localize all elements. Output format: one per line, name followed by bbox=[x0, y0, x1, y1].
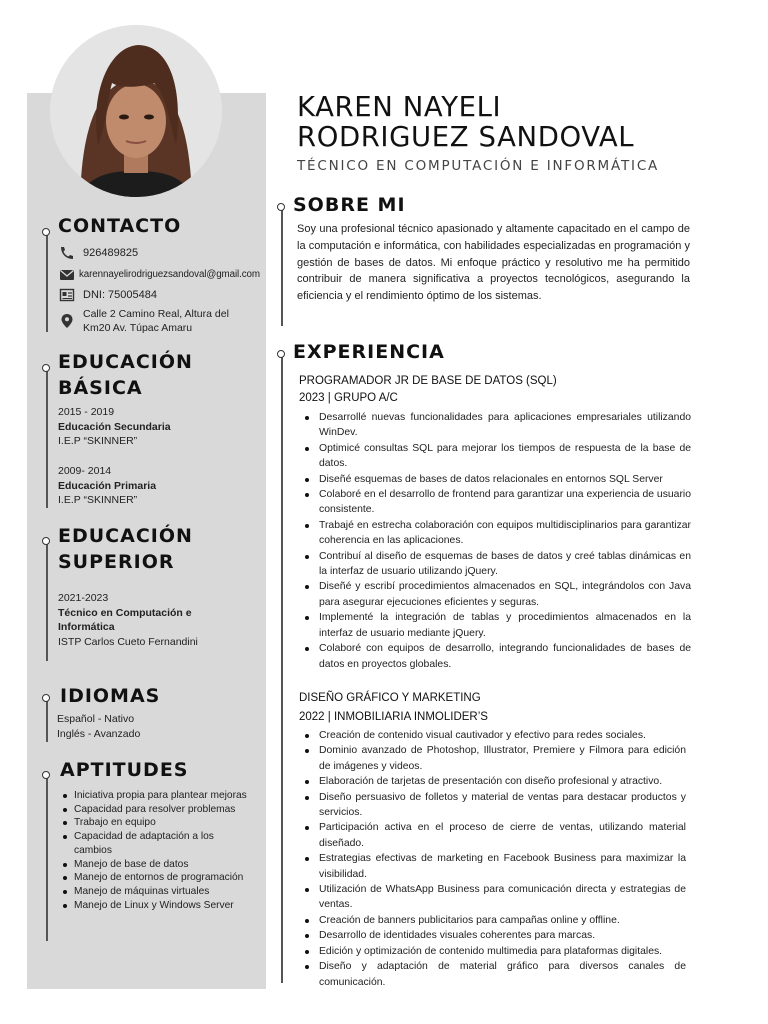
job-bullet: Participación activa en el proceso de cierre de ventas, utilizando material diseñado. bbox=[299, 820, 686, 851]
address-line-1: Calle 2 Camino Real, Altura del bbox=[83, 308, 229, 320]
job-bullet: Diseño persuasivo de folletos y material de ventas para destacar productos y servicios. bbox=[299, 790, 686, 821]
edu-degree-line-2: Informática bbox=[58, 621, 115, 633]
idiomas-list bbox=[57, 712, 140, 741]
sobre-mi-section-title: SOBRE MI bbox=[293, 194, 406, 216]
job-bullet: Estrategias efectivas de marketing en Facebook Business para maximizar la visibilidad. bbox=[299, 851, 686, 882]
edu-basica-entry bbox=[58, 464, 156, 508]
job-period: 2023 | GRUPO A/C bbox=[299, 392, 398, 404]
idiomas-section-title: IDIOMAS bbox=[60, 685, 161, 707]
id-card-icon bbox=[58, 288, 76, 302]
job-bullet: Diseñé y escribí procedimientos almacenados en SQL, integrándolos con Java para asegurar ejecuciones eficientes y seguras. bbox=[299, 579, 691, 610]
language-item: Inglés - Avanzado bbox=[57, 727, 141, 740]
job-bullet: Contribuí al diseño de esquemas de bases de datos y creé tablas dinámicas en la interfaz de usuario utilizando jQuery. bbox=[299, 549, 691, 580]
job-bullets bbox=[299, 410, 691, 672]
job-bullet: Colaboré en el desarrollo de frontend para garantizar una experiencia de usuario consistente. bbox=[299, 487, 691, 518]
email-row bbox=[58, 268, 260, 283]
edu-school: ISTP Carlos Cueto Fernandini bbox=[58, 635, 198, 648]
phone-icon bbox=[58, 246, 76, 260]
edu-superior-timeline bbox=[46, 541, 48, 661]
phone-row bbox=[58, 246, 138, 261]
edu-basica-title-line-2: BÁSICA bbox=[58, 377, 143, 399]
aptitude-item: Manejo de base de datos bbox=[58, 858, 248, 872]
job-bullet: Creación de banners publicitarios para campañas online y offline. bbox=[299, 913, 686, 928]
edu-basica-title-line-1: EDUCACIÓN bbox=[58, 351, 193, 373]
location-pin-icon bbox=[58, 313, 76, 329]
about-paragraph: Soy una profesional técnico apasionado y altamente capacitado en el campo de la computación e informática, con habilidades especializadas en programación y gestión de bases de datos. Mi enfoque práctico y resolutivo me ha permitido contribuir de manera significativa a proyectos tecnológicos, asegurando la eficiencia y el rendimiento óptimo de los sistemas. bbox=[297, 223, 690, 303]
envelope-icon bbox=[58, 268, 76, 282]
aptitude-item: Iniciativa propia para plantear mejoras bbox=[58, 789, 248, 803]
address-line-2: Km20 Av. Túpac Amaru bbox=[83, 321, 193, 334]
job-bullet: Optimicé consultas SQL para mejorar los tiempos de respuesta de la base de datos. bbox=[299, 441, 691, 472]
phone-number: 926489825 bbox=[83, 247, 139, 259]
job-role: DISEÑO GRÁFICO Y MARKETING bbox=[299, 692, 481, 704]
aptitude-item: Trabajo en equipo bbox=[58, 816, 248, 830]
job-bullet: Creación de contenido visual cautivador y efectivo para redes sociales. bbox=[299, 728, 686, 743]
edu-degree-line-1: Técnico en Computación e bbox=[58, 606, 192, 619]
aptitude-item: Manejo de máquinas virtuales bbox=[58, 885, 248, 899]
edu-superior-title-line-2: SUPERIOR bbox=[58, 551, 175, 573]
aptitudes-timeline-dot bbox=[42, 771, 50, 779]
edu-superior-section-title bbox=[58, 523, 193, 575]
name-line-1: KAREN NAYELI bbox=[297, 91, 502, 123]
job-bullet: Dominio avanzado de Photoshop, Illustrator, Premiere y Filmora para edición de imágenes y videos. bbox=[299, 743, 686, 774]
job-subtitle: TÉCNICO EN COMPUTACIÓN E INFORMÁTICA bbox=[297, 158, 660, 174]
job-bullet: Desarrollo de identidades visuales coherentes para marcas. bbox=[299, 928, 686, 943]
aptitude-item: Capacidad para resolver problemas bbox=[58, 803, 248, 817]
candidate-name bbox=[297, 92, 634, 152]
edu-years: 2021-2023 bbox=[58, 592, 109, 604]
job-bullet: Implementé la integración de tablas y procedimientos almacenados en la interfaz de usuario mediante jQuery. bbox=[299, 610, 691, 641]
sobre-mi-timeline bbox=[281, 208, 283, 326]
edu-superior-entry bbox=[58, 591, 198, 649]
dni-row bbox=[58, 288, 157, 303]
edu-school: I.E.P “SKINNER” bbox=[58, 435, 138, 447]
job-bullet: Desarrollé nuevas funcionalidades para aplicaciones empresariales utilizando WinDev. bbox=[299, 410, 691, 441]
email-address: karennayelirodriguezsandoval@gmail.com bbox=[79, 269, 260, 280]
job-bullet: Diseñé esquemas de bases de datos relacionales en entornos SQL Server bbox=[299, 472, 691, 487]
idiomas-timeline-dot bbox=[42, 694, 50, 702]
job-bullet: Diseño y adaptación de material gráfico para diversos canales de comunicación. bbox=[299, 959, 686, 990]
contact-section-title: CONTACTO bbox=[58, 215, 182, 237]
aptitudes-list bbox=[58, 789, 248, 912]
edu-years: 2015 - 2019 bbox=[58, 406, 115, 418]
edu-basica-timeline-dot bbox=[42, 364, 50, 372]
job-bullet: Trabajé en estrecha colaboración con equipos multidisciplinarios para garantizar coherencia en las aplicaciones. bbox=[299, 518, 691, 549]
job-role: PROGRAMADOR JR DE BASE DE DATOS (SQL) bbox=[299, 375, 557, 387]
aptitude-item: Capacidad de adaptación a los cambios bbox=[58, 830, 248, 857]
contact-timeline bbox=[46, 232, 48, 332]
experiencia-section-title: EXPERIENCIA bbox=[293, 341, 445, 363]
language-item: Español - Nativo bbox=[57, 713, 135, 725]
aptitude-item: Manejo de Linux y Windows Server bbox=[58, 899, 248, 913]
job-bullet: Colaboré con equipos de desarrollo, integrando funcionalidades de bases de datos en proyectos globales. bbox=[299, 641, 691, 672]
contact-timeline-dot bbox=[42, 228, 50, 236]
edu-basica-timeline bbox=[46, 368, 48, 508]
edu-years: 2009- 2014 bbox=[58, 465, 112, 477]
name-line-2: RODRIGUEZ SANDOVAL bbox=[297, 121, 635, 153]
experiencia-timeline-dot bbox=[277, 350, 285, 358]
sobre-mi-timeline-dot bbox=[277, 203, 285, 211]
job-bullets bbox=[299, 728, 686, 990]
aptitudes-timeline bbox=[46, 775, 48, 941]
dni-number: DNI: 75005484 bbox=[83, 289, 157, 301]
job-period: 2022 | INMOBILIARIA INMOLIDER’S bbox=[299, 711, 488, 723]
idiomas-timeline bbox=[46, 698, 48, 742]
aptitude-item: Manejo de entornos de programación bbox=[58, 871, 248, 885]
aptitudes-section-title: APTITUDES bbox=[60, 759, 189, 781]
edu-school: I.E.P “SKINNER” bbox=[58, 494, 138, 506]
portrait-illustration bbox=[50, 25, 222, 197]
job-bullet: Utilización de WhatsApp Business para comunicación directa y estrategias de ventas. bbox=[299, 882, 686, 913]
address-text bbox=[83, 308, 229, 335]
edu-superior-title-line-1: EDUCACIÓN bbox=[58, 525, 193, 547]
address-row bbox=[58, 308, 229, 335]
edu-superior-timeline-dot bbox=[42, 537, 50, 545]
job-bullet: Edición y optimización de contenido multimedia para plataformas digitales. bbox=[299, 944, 686, 959]
edu-degree: Educación Secundaria bbox=[58, 420, 171, 433]
experiencia-timeline bbox=[281, 355, 283, 983]
job-bullet: Elaboración de tarjetas de presentación con diseño profesional y atractivo. bbox=[299, 774, 686, 789]
edu-basica-entry bbox=[58, 405, 171, 449]
edu-basica-section-title bbox=[58, 349, 193, 401]
profile-photo bbox=[50, 25, 222, 197]
edu-degree: Educación Primaria bbox=[58, 479, 157, 492]
